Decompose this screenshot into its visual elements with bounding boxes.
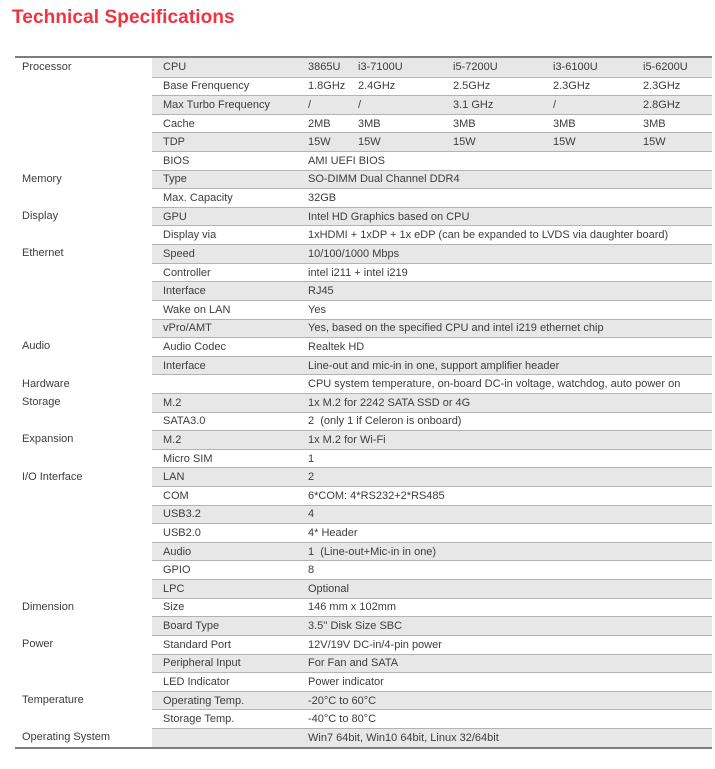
table-row [15,560,712,579]
value-cell: 15W [308,136,331,149]
value-cell: Optional [308,582,349,595]
property-cell [152,729,302,747]
property-cell: Wake on LAN [163,303,231,316]
property-cell: Type [163,173,187,186]
value-cell: 4 [308,508,315,521]
category-label [15,114,152,133]
category-label [15,95,152,114]
category-label: Expansion [15,430,152,449]
table-row [15,467,712,486]
property-cell: LPC [163,582,185,595]
property-cell: LED Indicator [163,675,230,688]
property-cell: CPU [163,61,187,74]
property-cell: vPro/AMT [163,322,212,335]
row-body [152,654,712,673]
value-cell: 6*COM: 4*RS232+2*RS485 [308,489,445,502]
table-row [15,598,712,617]
row-body [152,356,712,375]
property-cell: Cache [163,117,195,130]
value-cell: i3-6100U [553,61,598,74]
row-body [152,449,712,468]
property-cell: Board Type [163,620,220,633]
table-row [15,188,712,207]
property-cell: GPIO [163,564,191,577]
table-row [15,225,712,244]
value-cell: / [553,99,557,112]
value-cell: Yes, based on the specified CPU and intel i219 ethernet chip [308,322,604,335]
table-row [15,114,712,133]
property-cell: Peripheral Input [163,657,241,670]
property-cell: Max Turbo Frequency [163,99,270,112]
row-body [152,281,712,300]
table-row [15,77,712,96]
value-cell: Intel HD Graphics based on CPU [308,210,470,223]
table-row [15,616,712,635]
table-row [15,579,712,598]
value-cell: Power indicator [308,675,384,688]
row-body [152,709,712,728]
value-cell: 4* Header [308,527,358,540]
value-cell: 15W [453,136,476,149]
value-cell: 1x M.2 for 2242 SATA SSD or 4G [308,396,471,409]
value-cell: AMI UEFI BIOS [308,154,386,167]
property-cell: Controller [163,266,211,279]
table-row [15,654,712,673]
value-cell: i5-6200U [643,61,688,74]
property-cell: USB3.2 [163,508,201,521]
value-cell: 10/100/1000 Mbps [308,247,400,260]
category-label: Display [15,207,152,226]
value-cell: / [308,99,312,112]
row-body [152,412,712,431]
value-cell: 15W [643,136,666,149]
row-body [152,523,712,542]
table-row [15,151,712,170]
category-label [15,77,152,96]
property-cell: USB2.0 [163,527,201,540]
table-row [15,263,712,282]
category-label [15,709,152,728]
value-cell: 2.4GHz [358,80,396,93]
category-label [15,356,152,375]
category-label [15,412,152,431]
property-cell: Standard Port [163,638,231,651]
category-label: Operating System [15,728,152,747]
row-body [152,77,712,96]
category-label: Processor [15,58,152,77]
property-cell: Audio [163,545,192,558]
value-cell: For Fan and SATA [308,657,399,670]
category-label [15,300,152,319]
value-cell: 1xHDMI + 1xDP + 1x eDP (can be expanded to LVDS via daughter board) [308,229,669,242]
table-row [15,374,712,393]
category-label: Audio [15,337,152,356]
value-cell: 3MB [358,117,381,130]
value-cell: 146 mm x 102mm [308,601,397,614]
spec-table [15,56,712,749]
row-body [152,691,712,710]
table-row [15,486,712,505]
table-row [15,728,712,747]
value-cell: 3MB [553,117,576,130]
table-row [15,58,712,77]
category-label [15,225,152,244]
property-cell: TDP [163,136,185,149]
value-cell: 3MB [453,117,476,130]
table-row [15,393,712,412]
table-row [15,170,712,189]
category-label [15,486,152,505]
property-cell: M.2 [163,396,182,409]
row-body [152,319,712,338]
table-row [15,244,712,263]
table-row [15,207,712,226]
category-label: Ethernet [15,244,152,263]
property-cell: Operating Temp. [163,694,245,707]
table-row [15,449,712,468]
row-body [152,244,712,263]
category-label [15,579,152,598]
category-label [15,560,152,579]
category-label [15,132,152,151]
category-label [15,281,152,300]
value-cell: 1x M.2 for Wi-Fi [308,433,386,446]
value-cell: 2 [308,471,315,484]
category-label: I/O Interface [15,467,152,486]
table-row [15,356,712,375]
table-row [15,95,712,114]
value-cell: 2MB [308,117,331,130]
value-cell: 15W [358,136,381,149]
property-cell: SATA3.0 [163,415,206,428]
value-cell: 1.8GHz [308,80,346,93]
value-cell: 2.8GHz [643,99,681,112]
value-cell: CPU system temperature, on-board DC-in voltage, watchdog, auto power on [308,378,681,391]
value-cell: Win7 64bit, Win10 64bit, Linux 32/64bit [308,731,499,744]
table-row [15,542,712,561]
value-cell: RJ45 [308,285,334,298]
category-label [15,542,152,561]
category-label: Power [15,635,152,654]
property-cell: COM [163,489,189,502]
row-body [152,263,712,282]
property-cell: Audio Codec [163,340,226,353]
value-cell: 2.3GHz [553,80,591,93]
row-body [152,225,712,244]
value-cell: 15W [553,136,576,149]
table-row [15,319,712,338]
row-body [152,207,712,226]
property-cell: Display via [163,229,217,242]
row-body [152,616,712,635]
value-cell: -40°C to 80°C [308,713,377,726]
value-cell: 3865U [308,61,341,74]
value-cell: 2.5GHz [453,80,491,93]
category-label [15,654,152,673]
table-row [15,281,712,300]
page-title: Technical Specifications [12,7,235,28]
value-cell: i5-7200U [453,61,498,74]
row-body [152,672,712,691]
property-cell [152,375,302,393]
category-label: Storage [15,393,152,412]
category-label [15,188,152,207]
property-cell: BIOS [163,154,190,167]
property-cell: Speed [163,247,195,260]
category-label: Memory [15,170,152,189]
value-cell: Yes [308,303,326,316]
value-cell: i3-7100U [358,61,403,74]
category-label [15,263,152,282]
row-body [152,337,712,356]
row-body [152,486,712,505]
category-label [15,672,152,691]
property-cell: Micro SIM [163,452,213,465]
table-row [15,430,712,449]
value-cell: Line-out and mic-in in one, support amplifier header [308,359,560,372]
table-row [15,132,712,151]
row-body [152,579,712,598]
value-cell: 32GB [308,192,337,205]
value-cell: SO-DIMM Dual Channel DDR4 [308,173,460,186]
row-body [152,467,712,486]
table-row [15,691,712,710]
row-body [152,374,712,393]
table-row [15,709,712,728]
row-body [152,598,712,617]
row-body [152,151,712,170]
value-cell: / [358,99,362,112]
category-label [15,449,152,468]
row-body [152,95,712,114]
property-cell: Interface [163,285,206,298]
row-body [152,505,712,524]
row-body [152,635,712,654]
row-body [152,114,712,133]
property-cell: LAN [163,471,185,484]
value-cell: 2.3GHz [643,80,681,93]
table-row [15,505,712,524]
table-row [15,412,712,431]
property-cell: Max. Capacity [163,192,233,205]
row-body [152,560,712,579]
row-body [152,132,712,151]
table-row [15,635,712,654]
row-body [152,430,712,449]
row-body [152,58,712,77]
row-body [152,170,712,189]
property-cell: Base Frenquency [163,80,250,93]
category-label: Hardware [15,374,152,393]
value-cell: 3.5'' Disk Size SBC [308,620,403,633]
value-cell: 2 (only 1 if Celeron is onboard) [308,415,462,428]
value-cell: Realtek HD [308,340,365,353]
value-cell: 1 (Line-out+Mic-in in one) [308,545,437,558]
row-body [152,188,712,207]
table-row [15,523,712,542]
value-cell: 12V/19V DC-in/4-pin power [308,638,442,651]
value-cell: 8 [308,564,315,577]
property-cell: Interface [163,359,206,372]
value-cell: -20°C to 60°C [308,694,377,707]
row-body [152,300,712,319]
property-cell: Storage Temp. [163,713,235,726]
row-body [152,728,712,747]
table-row [15,337,712,356]
category-label: Dimension [15,598,152,617]
category-label [15,616,152,635]
category-label [15,505,152,524]
table-row [15,672,712,691]
value-cell: 3MB [643,117,666,130]
property-cell: M.2 [163,433,182,446]
property-cell: GPU [163,210,187,223]
table-row [15,300,712,319]
category-label [15,319,152,338]
value-cell: 1 [308,452,315,465]
category-label [15,151,152,170]
value-cell: 3.1 GHz [453,99,494,112]
property-cell: Size [163,601,185,614]
category-label: Temperature [15,691,152,710]
value-cell: intel i211 + intel i219 [308,266,408,279]
row-body [152,542,712,561]
category-label [15,523,152,542]
row-body [152,393,712,412]
